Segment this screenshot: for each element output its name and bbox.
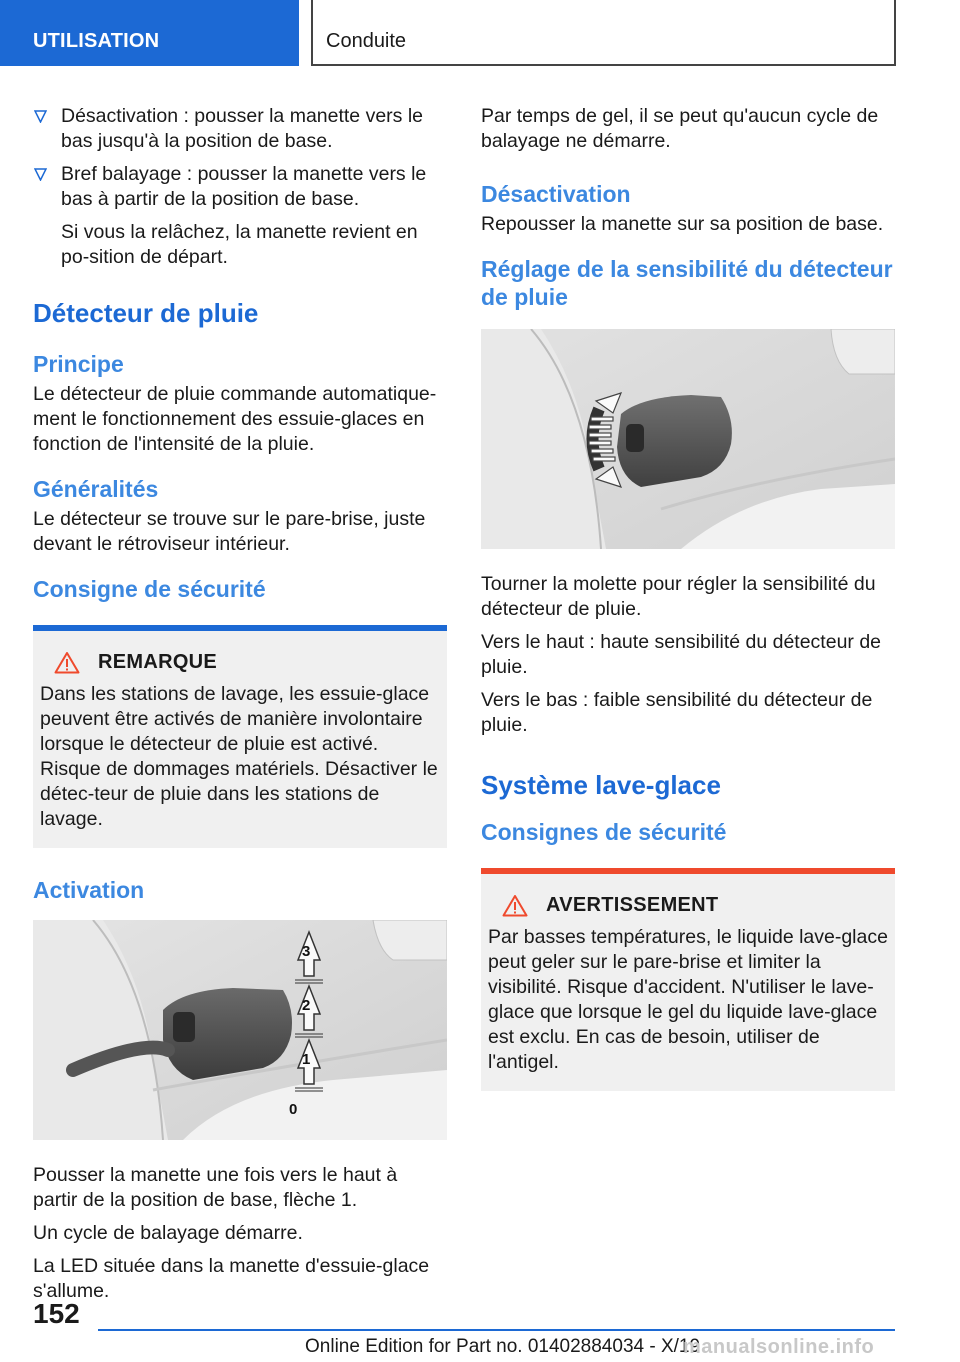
paragraph-activation-3: La LED située dans la manette d'essuie-glace s'allume. [33,1255,430,1302]
bullet-item [33,104,447,154]
watermark: manualsonline.info [683,1336,875,1358]
paragraph-principle: Le détecteur de pluie commande automatique‐ment le fonctionnement des essuie-glaces en fonction de l'intensité de la pluie. [33,383,437,455]
arrow-label: 1 [302,1051,311,1068]
heading-deactivation: Désactivation [481,181,631,207]
arrow-label: 3 [302,943,311,960]
chapter-tab [311,0,896,66]
arrow-label: 0 [289,1101,298,1118]
paragraph-activation-1: Pousser la manette une fois vers le haut à partir de la position de base, flèche 1. [33,1164,398,1211]
paragraph-general: Le détecteur se trouve sur le pare-brise, juste devant le rétroviseur intérieur. [33,508,426,555]
warning-triangle-icon [502,894,528,917]
paragraph-sensitivity-3: Vers le bas : faible sensibilité du détecteur de pluie. [481,689,873,736]
footer-edition: Online Edition for Part no. 01402884034 - X/19 [305,1336,701,1357]
heading-safety: Consigne de sécurité [33,576,266,602]
notice-title: REMARQUE [98,651,218,673]
arrow-label: 2 [302,997,311,1014]
bullet-text: Bref balayage : pousser la manette vers le bas à partir de la position de base. [61,163,427,210]
section-tab [0,0,299,66]
triangle-bullet-icon [34,168,47,181]
warning-header [502,894,888,917]
paragraph-sensitivity-1: Tourner la molette pour régler la sensibilité du détecteur de pluie. [481,573,876,620]
paragraph-activation-2: Un cycle de balayage démarre. [33,1222,303,1244]
sensitivity-dial-image [481,329,895,549]
heading-activation: Activation [33,877,145,903]
heading-washer-system: Système lave-glace [481,770,721,800]
paragraph-frost: Par temps de gel, il se peut qu'aucun cycle de balayage ne démarre. [481,105,879,152]
heading-general: Généralités [33,476,159,502]
chapter-title: Conduite [326,30,407,52]
page-number: 152 [33,1298,80,1329]
warning-box [481,868,895,1091]
warning-title: AVERTISSEMENT [546,894,719,916]
section-title: UTILISATION [33,30,160,52]
heading-sensitivity: Réglage de la sensibilité du détecteur de pluie [481,256,893,310]
bullet-continuation: Si vous la relâchez, la manette revient en po‐sition de départ. [61,221,418,268]
heading-safety-instructions: Consignes de sécurité [481,819,727,845]
warning-triangle-icon [54,651,80,674]
paragraph-deactivation: Repousser la manette sur sa position de base. [481,213,884,235]
left-column [33,104,447,1312]
notice-text: Dans les stations de lavage, les essuie-glace peuvent être activés de manière involontaire lorsque le détecteur de pluie est activé. Risque de dommages matériels. Désactiver le détec‐teur de pluie dans les stations de lavage. [40,683,438,830]
wiper-lever-activation-image [33,920,447,1140]
heading-principle: Principe [33,351,124,377]
warning-text: Par basses températures, le liquide lave-glace peut geler sur le pare-brise et limiter la visibilité. Risque d'accident. N'utiliser le lave-glace que lorsque le gel du liquide lave-glace est exclu. En cas de besoin, utiliser de l'antigel. [488,926,888,1073]
notice-box [33,625,447,848]
footer-divider [98,1329,895,1331]
bullet-text: Désactivation : pousser la manette vers le bas jusqu'à la position de base. [61,105,424,152]
bullet-item [33,162,447,212]
right-column [481,104,895,1101]
triangle-bullet-icon [34,110,47,123]
paragraph-sensitivity-2: Vers le haut : haute sensibilité du détecteur de pluie. [481,631,882,678]
notice-header [54,651,440,674]
heading-rain-sensor: Détecteur de pluie [33,298,259,328]
